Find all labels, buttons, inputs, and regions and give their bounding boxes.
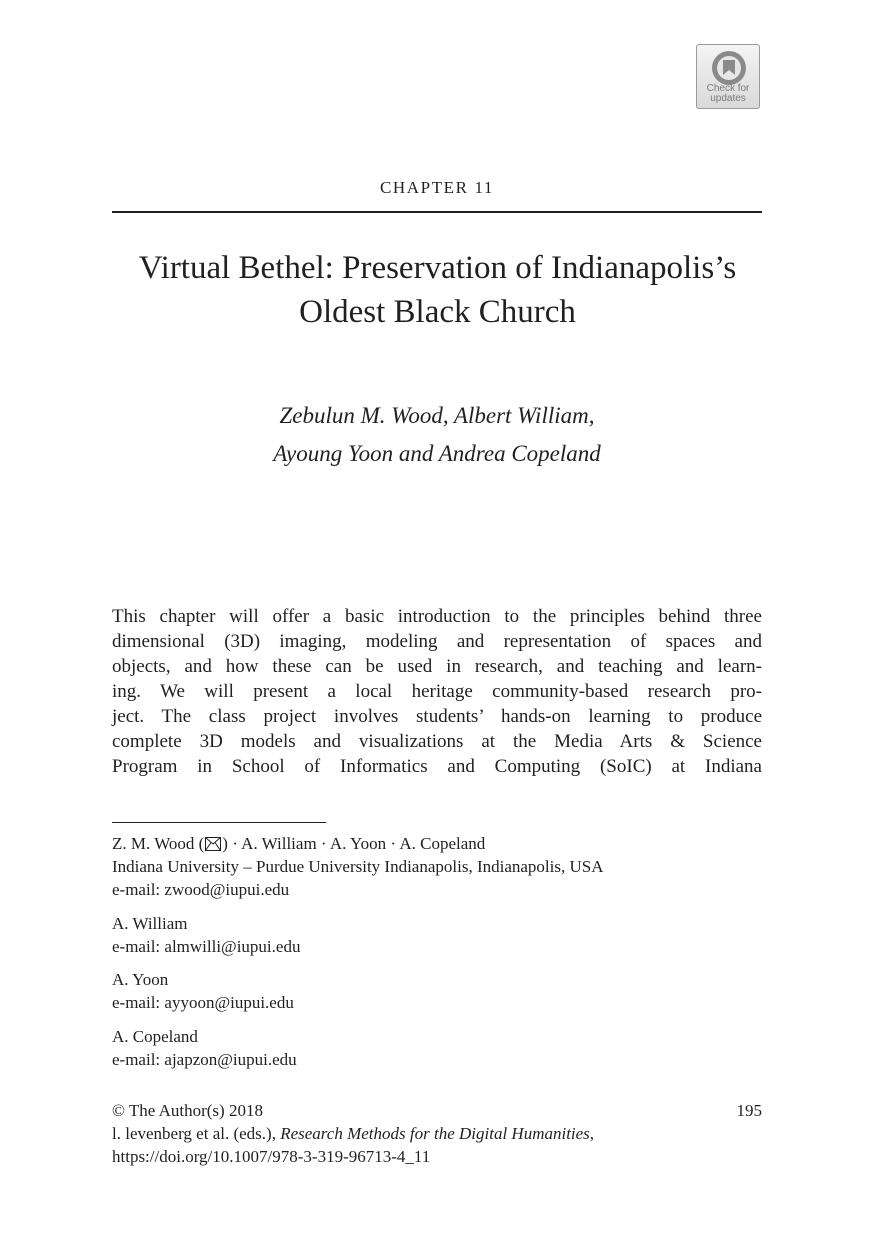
book-citation bbox=[112, 1122, 594, 1168]
affiliation-names bbox=[112, 832, 762, 855]
affiliation-email: e-mail: almwilli@iupui.edu bbox=[112, 937, 301, 956]
abstract-paragraph bbox=[112, 604, 762, 779]
check-for-updates-badge[interactable] bbox=[696, 44, 760, 109]
check-for-updates-icon bbox=[711, 50, 747, 86]
footnote-divider bbox=[112, 822, 326, 823]
doi-link[interactable]: https://doi.org/10.1007/978-3-319-96713-4_11 bbox=[112, 1147, 431, 1166]
envelope-icon[interactable] bbox=[205, 837, 221, 851]
chapter-title-line: Virtual Bethel: Preservation of Indianapolis’s bbox=[138, 250, 737, 286]
abstract-line: objects, and how these can be used in research, and teaching and learn- bbox=[112, 656, 762, 677]
citation-line bbox=[112, 1122, 594, 1145]
abstract-line: ing. We will present a local heritage community-based research pro- bbox=[112, 681, 762, 702]
author-list bbox=[112, 397, 762, 473]
chapter-title bbox=[100, 246, 775, 334]
page-number: 195 bbox=[736, 1101, 762, 1120]
affiliation-names-before: Z. M. Wood ( bbox=[112, 834, 205, 853]
citation-punctuation: , bbox=[589, 1124, 595, 1143]
affiliation-copeland bbox=[112, 1025, 762, 1071]
author-line: Ayoung Yoon and Andrea Copeland bbox=[273, 441, 601, 466]
affiliation-institution: Indiana University – Purdue University Indianapolis, Indianapolis, USA bbox=[112, 857, 604, 876]
author-line: Zebulun M. Wood, Albert William, bbox=[279, 403, 595, 428]
affiliation-primary bbox=[112, 832, 762, 901]
affiliation-william bbox=[112, 912, 762, 958]
affiliation-name: A. Yoon bbox=[112, 970, 169, 989]
affiliation-yoon bbox=[112, 968, 762, 1014]
abstract-line: complete 3D models and visualizations at the Media Arts & Science bbox=[112, 731, 762, 752]
abstract-line: ject. The class project involves students’ hands-on learning to produce bbox=[112, 706, 762, 727]
chapter-divider bbox=[112, 211, 762, 213]
chapter-title-line: Oldest Black Church bbox=[299, 294, 576, 330]
copyright-notice: © The Author(s) 2018 bbox=[112, 1101, 263, 1120]
affiliation-name: A. Copeland bbox=[112, 1027, 198, 1046]
abstract-line: dimensional (3D) imaging, modeling and representation of spaces and bbox=[112, 631, 762, 652]
affiliation-email: e-mail: ajapzon@iupui.edu bbox=[112, 1050, 297, 1069]
chapter-label: CHAPTER 11 bbox=[379, 178, 495, 197]
abstract-line: Program in School of Informatics and Computing (SoIC) at Indiana bbox=[112, 756, 762, 777]
check-for-updates-label: Check for updates bbox=[706, 83, 750, 104]
citation-editors: l. levenberg et al. (eds.), bbox=[112, 1124, 281, 1143]
affiliation-email: e-mail: ayyoon@iupui.edu bbox=[112, 993, 294, 1012]
book-title: Research Methods for the Digital Humanities bbox=[280, 1124, 590, 1143]
affiliation-names-after: ) · A. William · A. Yoon · A. Copeland bbox=[222, 834, 486, 853]
abstract-line: This chapter will offer a basic introduction to the principles behind three bbox=[112, 606, 762, 627]
affiliation-name: A. William bbox=[112, 914, 188, 933]
affiliation-email: e-mail: zwood@iupui.edu bbox=[112, 880, 290, 899]
